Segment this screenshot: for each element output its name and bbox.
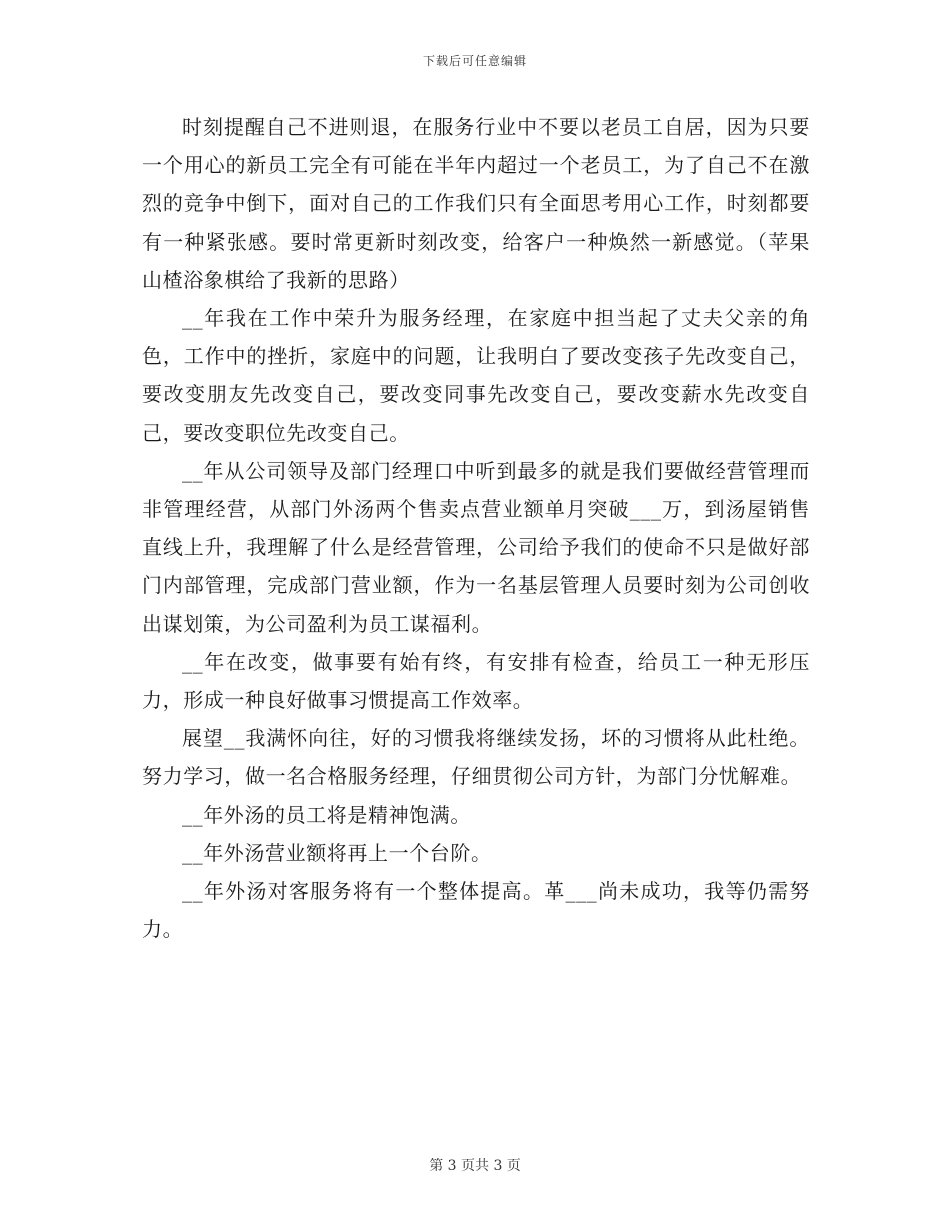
- paragraph: 时刻提醒自己不进则退，在服务行业中不要以老员工自居，因为只要一个用心的新员工完全有可能在半年内超过一个老员工，为了自己不在激烈的竞争中倒下，面对自己的工作我们只有全面思考用心工作，时刻都要有一种紧张感。要时常更新时刻改变，给客户一种焕然一新感觉。（苹果山楂浴象棋给了我新的思路）: [142, 115, 810, 292]
- paragraph: __年外汤对客服务将有一个整体提高。革___尚未成功，我等仍需努力。: [142, 879, 810, 942]
- paragraph: __年我在工作中荣升为服务经理，在家庭中担当起了丈夫父亲的角色，工作中的挫折，家庭中的问题，让我明白了要改变孩子先改变自己，要改变朋友先改变自己，要改变同事先改变自己，要改变薪水先改变自己，要改变职位先改变自己。: [142, 306, 810, 445]
- document-body: [142, 108, 810, 948]
- paragraph: __年外汤的员工将是精神饱满。: [182, 802, 471, 827]
- paragraph: __年从公司领导及部门经理口中听到最多的就是我们要做经营管理而非管理经营，从部门外汤两个售卖点营业额单月突破___万，到汤屋销售直线上升，我理解了什么是经营管理，公司给予我们的使命不只是做好部门内部管理，完成部门营业额，作为一名基层管理人员要时刻为公司创收出谋划策，为公司盈利为员工谋福利。: [142, 458, 810, 636]
- paragraph: __年外汤营业额将再上一个台阶。: [182, 840, 492, 865]
- page-number: 第 3 页共 3 页: [429, 1158, 521, 1174]
- paragraph: __年在改变，做事要有始有终，有安排有检查，给员工一种无形压力，形成一种良好做事习惯提高工作效率。: [142, 649, 810, 713]
- page-header: 下载后可任意编辑: [422, 54, 527, 68]
- paragraph: 展望__我满怀向往，好的习惯我将继续发扬，坏的习惯将从此杜绝。努力学习，做一名合格服务经理，仔细贯彻公司方针，为部门分忧解难。: [142, 726, 810, 789]
